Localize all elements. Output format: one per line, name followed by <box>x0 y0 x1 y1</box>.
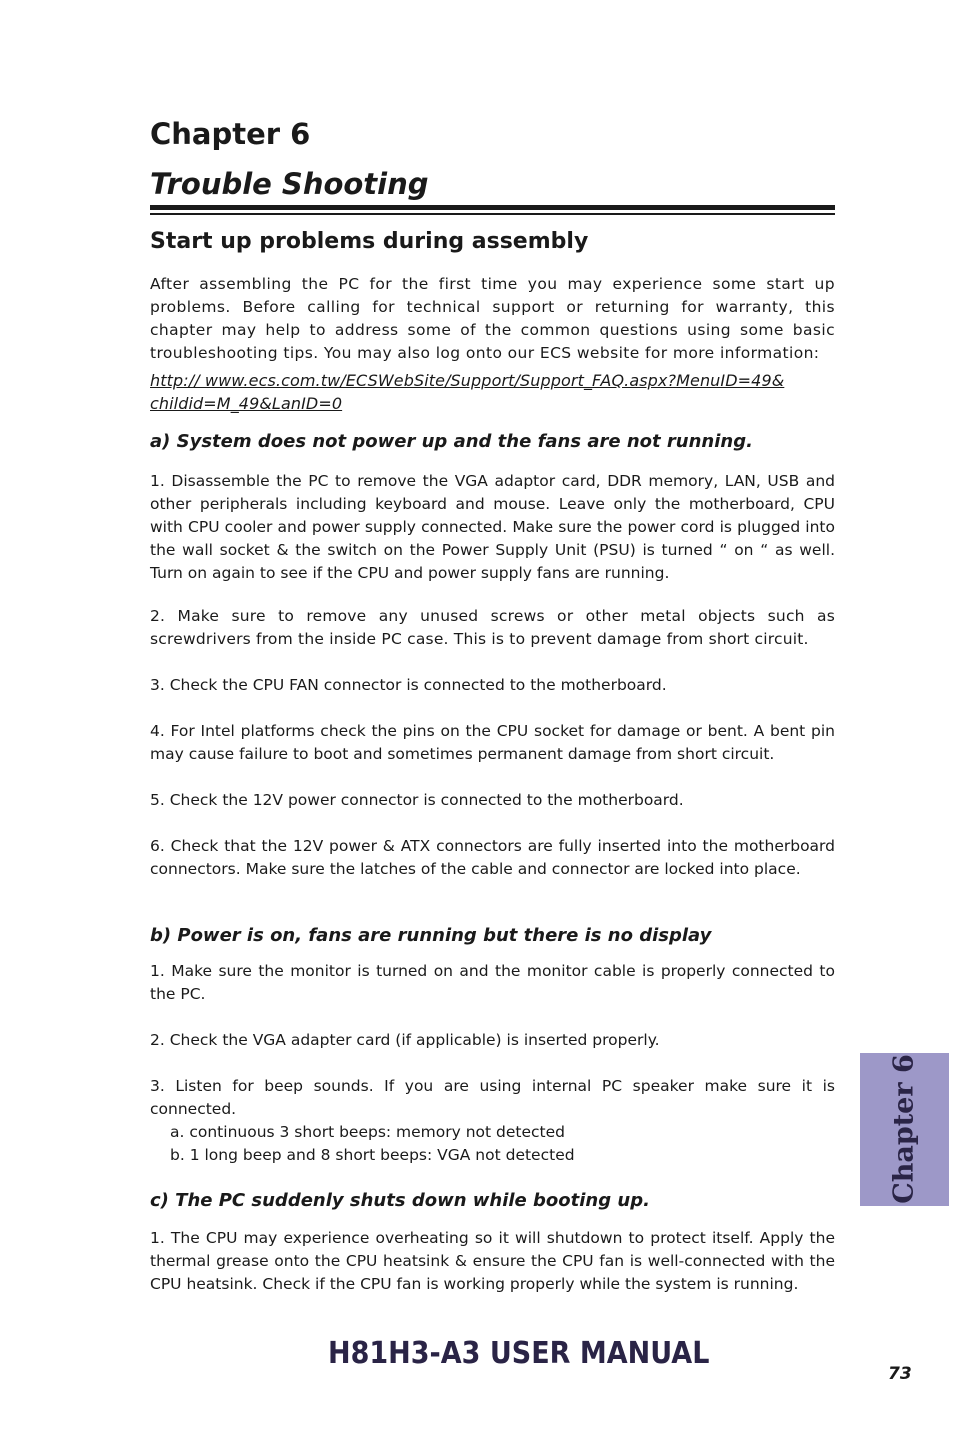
section-b-heading: b) Power is on, fans are running but there is no display <box>150 925 712 946</box>
list-item: 1. The CPU may experience overheating so it will shutdown to protect itself. Apply the thermal grease onto the CPU heatsink & ensure the CPU fan is well-connected with the CPU heatsink. Check if the CPU fan is working properly while the system is running. <box>150 1229 835 1293</box>
list-item: 2. Make sure to remove any unused screws or other metal objects such as screwdrivers from the inside PC case. This is to prevent damage from short circuit. <box>150 607 835 648</box>
list-item: 5. Check the 12V power connector is connected to the motherboard. <box>150 791 684 809</box>
list-item: 6. Check that the 12V power & ATX connectors are fully inserted into the motherboard connectors. Make sure the latches of the cable and connector are locked into place. <box>150 837 835 878</box>
support-faq-link[interactable] <box>150 369 835 415</box>
list-item: 3. Listen for beep sounds. If you are using internal PC speaker make sure it is connected. <box>150 1077 835 1118</box>
chapter-side-tab-label: Chapter 6 <box>888 1054 920 1204</box>
list-item: 4. For Intel platforms check the pins on the CPU socket for damage or bent. A bent pin may cause failure to boot and sometimes permanent damage from short circuit. <box>150 722 835 763</box>
list-item: 3. Check the CPU FAN connector is connected to the motherboard. <box>150 676 667 694</box>
chapter-number: Chapter 6 <box>150 117 311 151</box>
support-faq-link-line2[interactable]: childid=M_49&LanID=0 <box>150 394 343 413</box>
page-number: 73 <box>888 1364 912 1384</box>
sub-list-item: a. continuous 3 short beeps: memory not detected <box>170 1123 566 1141</box>
list-item: 2. Check the VGA adapter card (if applicable) is inserted properly. <box>150 1031 660 1049</box>
chapter-title: Trouble Shooting <box>150 167 429 201</box>
section-c-heading: c) The PC suddenly shuts down while booting up. <box>150 1190 650 1211</box>
sub-list-item: b. 1 long beep and 8 short beeps: VGA not detected <box>170 1146 575 1164</box>
intro-paragraph: After assembling the PC for the first time you may experience some start up problems. Before calling for technical support or returning for warranty, this chapter may help to address some of the common questions using some basic troubleshooting tips. You may also log onto our ECS website for more information: <box>150 275 835 362</box>
chapter-side-tab <box>860 1053 949 1206</box>
list-item: 1. Disassemble the PC to remove the VGA adaptor card, DDR memory, LAN, USB and other peripherals including keyboard and mouse. Leave only the motherboard, CPU with CPU cooler and power supply connected. Make sure the power cord is plugged into the wall socket & the switch on the Power Supply Unit (PSU) is turned “ on “ as well. Turn on again to see if the CPU and power supply fans are running. <box>150 472 835 582</box>
list-item: 1. Make sure the monitor is turned on and the monitor cable is properly connected to the PC. <box>150 962 835 1003</box>
manual-title: H81H3-A3 USER MANUAL <box>328 1336 710 1371</box>
header-rule-thick <box>150 205 835 210</box>
header-rule-thin <box>150 213 835 215</box>
support-faq-link-line1[interactable]: http:// www.ecs.com.tw/ECSWebSite/Support/Support_FAQ.aspx?MenuID=49& <box>150 371 785 390</box>
section-title: Start up problems during assembly <box>150 229 589 254</box>
section-a-heading: a) System does not power up and the fans are not running. <box>150 431 753 452</box>
